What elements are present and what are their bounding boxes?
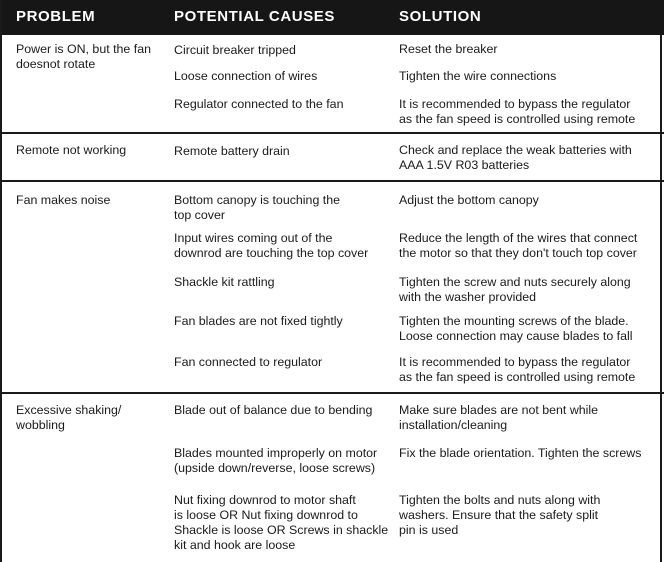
header-potential-causes: POTENTIAL CAUSES xyxy=(174,8,336,25)
solution-text: Tighten the mounting screws of the blade. Loose connection may cause blades to fall xyxy=(399,314,633,343)
header-problem: PROBLEM xyxy=(16,8,96,25)
cause-text: Nut fixing downrod to motor shaft is loose OR Nut fixing downrod to Shackle is loose OR Screws in shackle kit and hook are loose xyxy=(174,493,389,552)
solution-text: Fix the blade orientation. Tighten the screws xyxy=(399,446,642,460)
row-divider xyxy=(2,392,664,394)
cause-text: Shackle kit rattling xyxy=(174,275,275,289)
solution-text: Reset the breaker xyxy=(399,42,498,56)
cause-text: Regulator connected to the fan xyxy=(174,97,344,111)
solution-text: It is recommended to bypass the regulator as the fan speed is controlled using remote xyxy=(399,97,636,126)
row-divider xyxy=(2,132,664,134)
solution-text: Tighten the bolts and nuts along with washers. Ensure that the safety split pin is used xyxy=(399,493,601,537)
header-solution: SOLUTION xyxy=(399,8,482,25)
solution-text: Reduce the length of the wires that connect the motor so that they don't touch top cover xyxy=(399,231,638,260)
cause-text: Blade out of balance due to bending xyxy=(174,403,373,417)
cause-text: Circuit breaker tripped xyxy=(174,43,296,57)
cause-text: Fan connected to regulator xyxy=(174,355,323,369)
cause-text: Loose connection of wires xyxy=(174,69,318,83)
solution-text: Tighten the wire connections xyxy=(399,69,557,83)
problem-text: Remote not working xyxy=(16,143,127,157)
cause-text: Bottom canopy is touching the top cover xyxy=(174,193,340,222)
solution-text: Tighten the screw and nuts securely along with the washer provided xyxy=(399,275,631,304)
solution-text: Make sure blades are not bent while installation/cleaning xyxy=(399,403,599,432)
solution-text: Adjust the bottom canopy xyxy=(399,193,539,207)
row-divider xyxy=(2,180,664,182)
solution-text: It is recommended to bypass the regulator as the fan speed is controlled using remote xyxy=(399,355,636,384)
table-header xyxy=(2,0,664,35)
cause-text: Remote battery drain xyxy=(174,144,290,158)
cause-text: Fan blades are not fixed tightly xyxy=(174,314,343,328)
problem-text: Excessive shaking/ wobbling xyxy=(16,403,122,432)
cause-text: Input wires coming out of the downrod are touching the top cover xyxy=(174,231,369,260)
problem-text: Power is ON, but the fan doesnot rotate xyxy=(16,42,151,71)
solution-text: Check and replace the weak batteries with AAA 1.5V R03 batteries xyxy=(399,143,632,172)
problem-text: Fan makes noise xyxy=(16,193,111,207)
cause-text: Blades mounted improperly on motor (upside down/reverse, loose screws) xyxy=(174,446,378,475)
